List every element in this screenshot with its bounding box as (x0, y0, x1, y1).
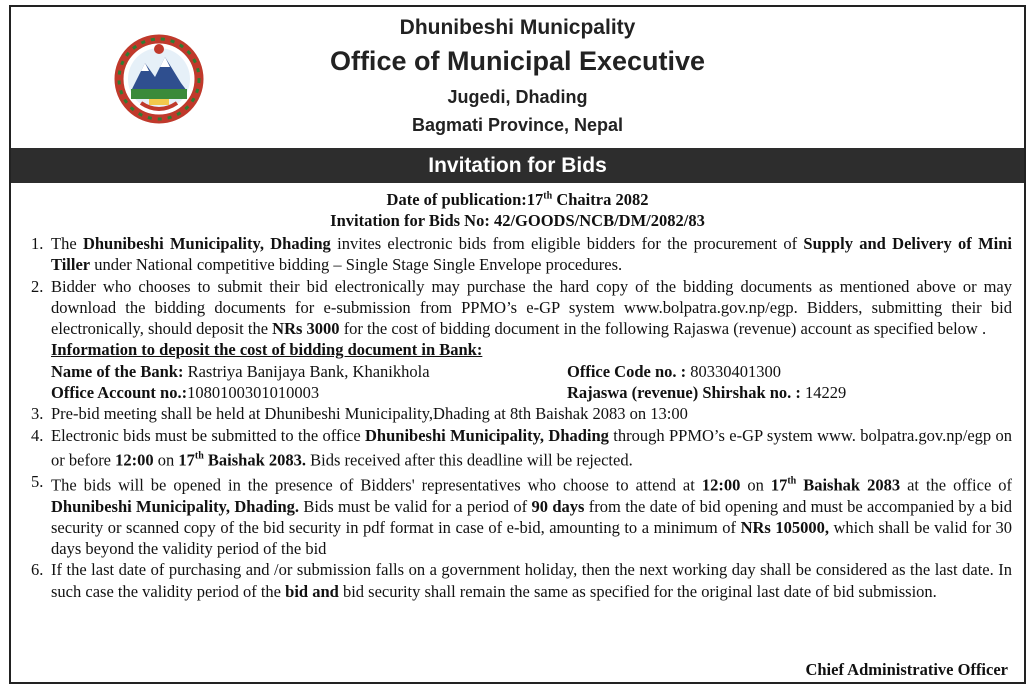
office-location: Jugedi, Dhading (447, 87, 588, 107)
bank-row: Office Account no.:1080100301010003 Rajaswa (revenue) Shirshak no. : 14229 (51, 383, 847, 403)
list-item: 3. Pre-bid meeting shall be held at Dhunibeshi Municipality,Dhading at 8th Baishak 2083 on 13:00 (31, 404, 688, 424)
ifb-number: Invitation for Bids No: 42/GOODS/NCB/DM/2082/83 (330, 211, 705, 230)
notice-header (11, 7, 1024, 147)
municipality-name: Dhunibeshi Municpality (399, 16, 636, 39)
publication-date: Date of publication:17th Chaitra 2082 (386, 190, 649, 209)
bank-row: Name of the Bank: Rastriya Banijaya Bank, Khanikhola Office Code no. : 80330401300 (51, 361, 782, 381)
signature: Chief Administrative Officer (805, 660, 1008, 679)
list-item: 4. Electronic bids must be submitted to the office Dhunibeshi Municipality, Dhading through PPMO’s e-GP system www. bolpatra.gov.np/egp on or before 12:00 on 17th Baishak 2083. Bids received after this deadline will be rejected. (31, 425, 1012, 470)
list-item: 1. The Dhunibeshi Municipality, Dhading invites electronic bids from eligible bidders for the procurement of Supply and Delivery of Mini Tiller under National competitive bidding – Single Stage Single Envelope procedures. (31, 234, 1013, 275)
bank-info-heading: Information to deposit the cost of bidding document in Bank: (51, 340, 483, 360)
province-name: Bagmati Province, Nepal (411, 115, 624, 135)
list-item: 5. The bids will be opened in the presence of Bidders' representatives who choose to attend at 12:00 on 17th Baishak 2083 at the office of Dhunibeshi Municipality, Dhading. Bids must be valid for a period of 90 days from the date of bid opening and must be accompanied by a bid security or scanned copy of the bid security in pdf format in case of e-bid, amounting to a minimum of NRs 105000, which shall be valid for 30 days beyond the validity period of the bid (31, 471, 1013, 559)
notice-body (27, 233, 1012, 602)
notice-title-banner: Invitation for Bids (11, 148, 1024, 183)
office-name: Office of Municipal Executive (329, 46, 706, 76)
list-item: 6. If the last date of purchasing and /or submission falls on a government holiday, then the next working day shall be considered as the last date. In such case the validity period of the bid and bid security shall remain the same as specified for the original last date of bid submission. (31, 560, 1012, 601)
list-item: 2. Bidder who chooses to submit their bid electronically may purchase the hard copy of the bidding documents as mentioned above or may download the bidding documents for e-submission from PPMO’s e-GP system www.bolpatra.gov.np/egp. Bidders, submitting their bid electronically, should deposit the NRs 3000 for the cost of bidding document in the following Rajaswa (revenue) account as specified below . Information to deposit the cost of bidding document in Bank: Name of the Bank: Rastriya Banijaya Bank, Khanikhola Office Code no. : 80330401300 Office Account no.:1080100301010003 Rajaswa (revenue) Shirshak no. : 14229 (31, 276, 1012, 403)
notice-frame (9, 5, 1026, 684)
